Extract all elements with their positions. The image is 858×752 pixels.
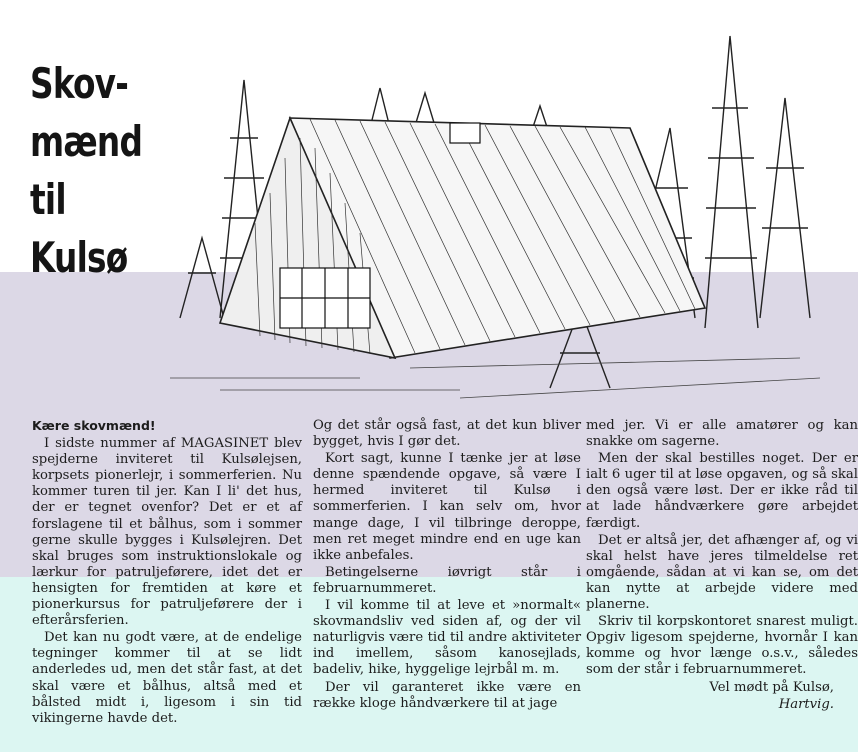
paragraph: Skriv til korpskontoret snarest muligt. Opgiv ligesom spejderne, hvornår I kan komme og hvor længe o.s.v., således som der står i februarnummeret. <box>586 614 858 678</box>
paragraph: med jer. Vi er alle amatører og kan snakke om sagerne. <box>586 418 858 450</box>
paragraph: Der vil garanteret ikke være en række kloge håndværkere til at jage <box>313 679 581 711</box>
paragraph: Det kan nu godt være, at de endelige tegninger kommer til at se lidt anderledes ud, men det står fast, at det skal være et bålhus, altså med et bålsted midt i, ligesom i sin tid vikingerne havde det. <box>32 630 302 726</box>
paragraph: Og det står også fast, at det kun bliver bygget, hvis I gør det. <box>313 418 581 450</box>
headline-line: Skov- <box>30 59 129 108</box>
signature: Hartvig. <box>778 696 834 712</box>
headline-line: mænd <box>30 117 143 166</box>
closing-line: Vel mødt på Kulsø, <box>709 679 834 695</box>
paragraph: Men der skal bestilles noget. Der er ialt 6 uger til at løse opgaven, og så skal den også være løst. Der er ikke råd til at lade håndværkere gøre arbejdet færdigt. <box>586 451 858 531</box>
paragraph: Det er altså jer, det afhænger af, og vi skal helst have jeres tilmeldelse ret omgående, sådan at vi kan se, om det kan nytte at arbejde videre med planerne. <box>586 532 858 613</box>
tree-right-3 <box>760 98 810 318</box>
tree-left-2 <box>180 238 224 318</box>
roof-skylight <box>450 123 480 143</box>
headline-line: Kulsø <box>30 233 128 282</box>
headline <box>30 55 142 287</box>
greeting: Kære skovmænd! <box>32 418 156 433</box>
article-column-3 <box>586 418 858 713</box>
paragraph: I sidste nummer af MAGASINET blev spejderne inviteret til Kulsølejsen, korpsets pionerlejr, i sommerferien. Nu kommer turen til jer. Kan I li' det hus, der er tegnet ovenfor? Det er et af forslagene til et bålhus, som i sommer gerne skulle bygges i Kulsølejren. Det skal bruges som instruktionslokale og lærkur for patruljeførere, idet det er hensigten for fremtiden at køre et pionerkursus for patruljeførere der i efterårsferien. <box>32 436 302 629</box>
article-column-2 <box>313 418 581 712</box>
tree-right-2 <box>705 36 758 328</box>
cabin-illustration <box>160 18 830 408</box>
headline-line: til <box>30 175 66 224</box>
article-column-1 <box>32 418 302 727</box>
paragraph: I vil komme til at leve et »normalt« skovmandsliv ved siden af, og der vil naturligvis være tid til andre aktiviteter ind imellem, såsom kanosejlads, badeliv, hike, hyggelige lejrbål m. m. <box>313 598 581 678</box>
paragraph: Kort sagt, kunne I tænke jer at løse denne spændende opgave, så være I hermed inviteret til Kulsø i sommerferien. I kan selv om, hvor mange dage, I vil tilbringe deroppe, men ret meget mindre end en uge kan ikke anbefales. <box>313 451 581 563</box>
paragraph: Betingelserne iøvrigt står i februarnummeret. <box>313 564 581 596</box>
